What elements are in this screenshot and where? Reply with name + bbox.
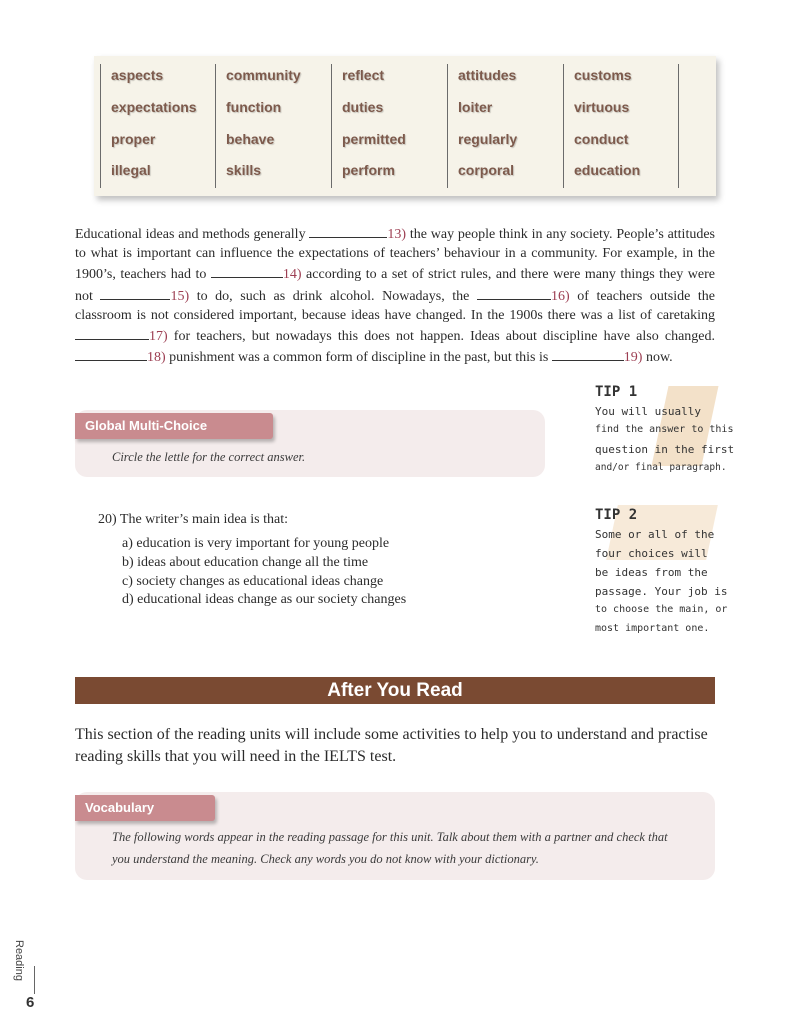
blank-number: 17): [149, 329, 168, 345]
passage-text: of teachers outside the classroom is not considered important, because ideas have changed. In the 1900s there was a list of caretaking: [75, 288, 715, 323]
word: customs: [574, 67, 632, 83]
tip-2-line: four choices will: [595, 547, 708, 560]
section-label: Reading: [13, 940, 25, 981]
word: perform: [342, 162, 395, 178]
passage-text: punishment was a common form of discipline in the past, but this is: [165, 350, 552, 366]
reading-passage: [75, 223, 715, 367]
word-box: [94, 56, 716, 196]
tip-2-line: Some or all of the: [595, 528, 715, 541]
blank-number: 15): [170, 288, 190, 304]
word: loiter: [458, 99, 493, 115]
word-column: [563, 64, 679, 188]
passage-text: now.: [642, 350, 673, 366]
global-multichoice-header: Global Multi-Choice: [75, 413, 273, 439]
tip-1-line: question in the first: [595, 443, 735, 456]
question-stem: 20) The writer’s main idea is that:: [98, 512, 288, 527]
after-you-read-text: This section of the reading units will include some activities to help you to understand and practise reading skills that you will need in the IELTS test.: [75, 726, 708, 765]
vocabulary-instruction: The following words appear in the reading passage for this unit. Talk about them with a partner and check that: [112, 830, 668, 844]
tip-2-line: passage. Your job is: [595, 585, 728, 598]
word: aspects: [111, 67, 164, 83]
after-you-read-banner: After You Read: [75, 677, 715, 704]
vocabulary-header: Vocabulary: [75, 795, 215, 821]
word: behave: [226, 131, 275, 147]
footer-divider: [34, 966, 35, 994]
answer-option-a[interactable]: a) education is very important for young people: [122, 536, 390, 551]
global-multichoice-instruction: Circle the lettle for the correct answer.: [112, 450, 306, 464]
passage-text: the way people think in any society. People’s attitudes to what is important can influence the expectations of teachers’ behaviour in a community. For example, in the 1900’s, teachers had to: [75, 227, 715, 283]
word: attitudes: [458, 67, 517, 83]
word: illegal: [111, 162, 151, 178]
word: community: [226, 67, 301, 83]
word-column: [447, 64, 563, 188]
word: conduct: [574, 131, 629, 147]
passage-text: Educational ideas and methods generally: [75, 227, 310, 242]
tip-2-line: be ideas from the: [595, 566, 708, 579]
tip-2-line: most important one.: [595, 623, 710, 634]
blank-17[interactable]: [75, 325, 149, 340]
blank-16[interactable]: [477, 285, 551, 300]
word: reflect: [342, 67, 385, 83]
blank-number: 14): [282, 267, 302, 283]
word: permitted: [342, 131, 406, 147]
blank-19[interactable]: [552, 346, 624, 361]
passage-text: according to a set of strict rules, and there were many things they were not: [75, 267, 715, 304]
blank-number: 13): [387, 227, 407, 242]
word: proper: [111, 131, 156, 147]
blank-14[interactable]: [211, 263, 283, 278]
blank-number: 16): [550, 288, 570, 304]
answer-option-b[interactable]: b) ideas about education change all the time: [122, 555, 369, 570]
answer-option-d[interactable]: d) educational ideas change as our society changes: [122, 592, 407, 607]
word: education: [574, 162, 641, 178]
word-column: [331, 64, 447, 188]
passage-text: for teachers, but nowadays this does not happen. Ideas about discipline have also changed.: [167, 329, 715, 345]
vocabulary-instruction: you understand the meaning. Check any words you do not know with your dictionary.: [112, 852, 539, 866]
word: virtuous: [574, 99, 630, 115]
page-number: 6: [26, 994, 35, 1011]
passage-text: to do, such as drink alcohol. Nowadays, the: [189, 288, 477, 304]
tip-1-line: You will usually: [595, 405, 701, 418]
word: skills: [226, 162, 262, 178]
word: corporal: [458, 162, 515, 178]
blank-number: 19): [623, 350, 643, 366]
word: duties: [342, 99, 384, 115]
answer-option-c[interactable]: c) society changes as educational ideas change: [122, 574, 384, 589]
word-column: [100, 64, 216, 188]
tip-2-line: to choose the main, or: [595, 604, 728, 615]
blank-number: 18): [147, 350, 166, 366]
word: regularly: [458, 131, 518, 147]
blank-18[interactable]: [75, 346, 147, 361]
tip-1-title: TIP 1: [595, 384, 638, 400]
tip-2-title: TIP 2: [595, 507, 638, 523]
word-box-divider: [678, 64, 679, 188]
tip-1-line: find the answer to this: [595, 424, 734, 435]
word: expectations: [111, 99, 197, 115]
tip-1-line: and/or final paragraph.: [595, 462, 727, 473]
blank-15[interactable]: [100, 285, 170, 300]
word: function: [226, 99, 282, 115]
word-column: [215, 64, 331, 188]
blank-13[interactable]: [309, 223, 387, 238]
